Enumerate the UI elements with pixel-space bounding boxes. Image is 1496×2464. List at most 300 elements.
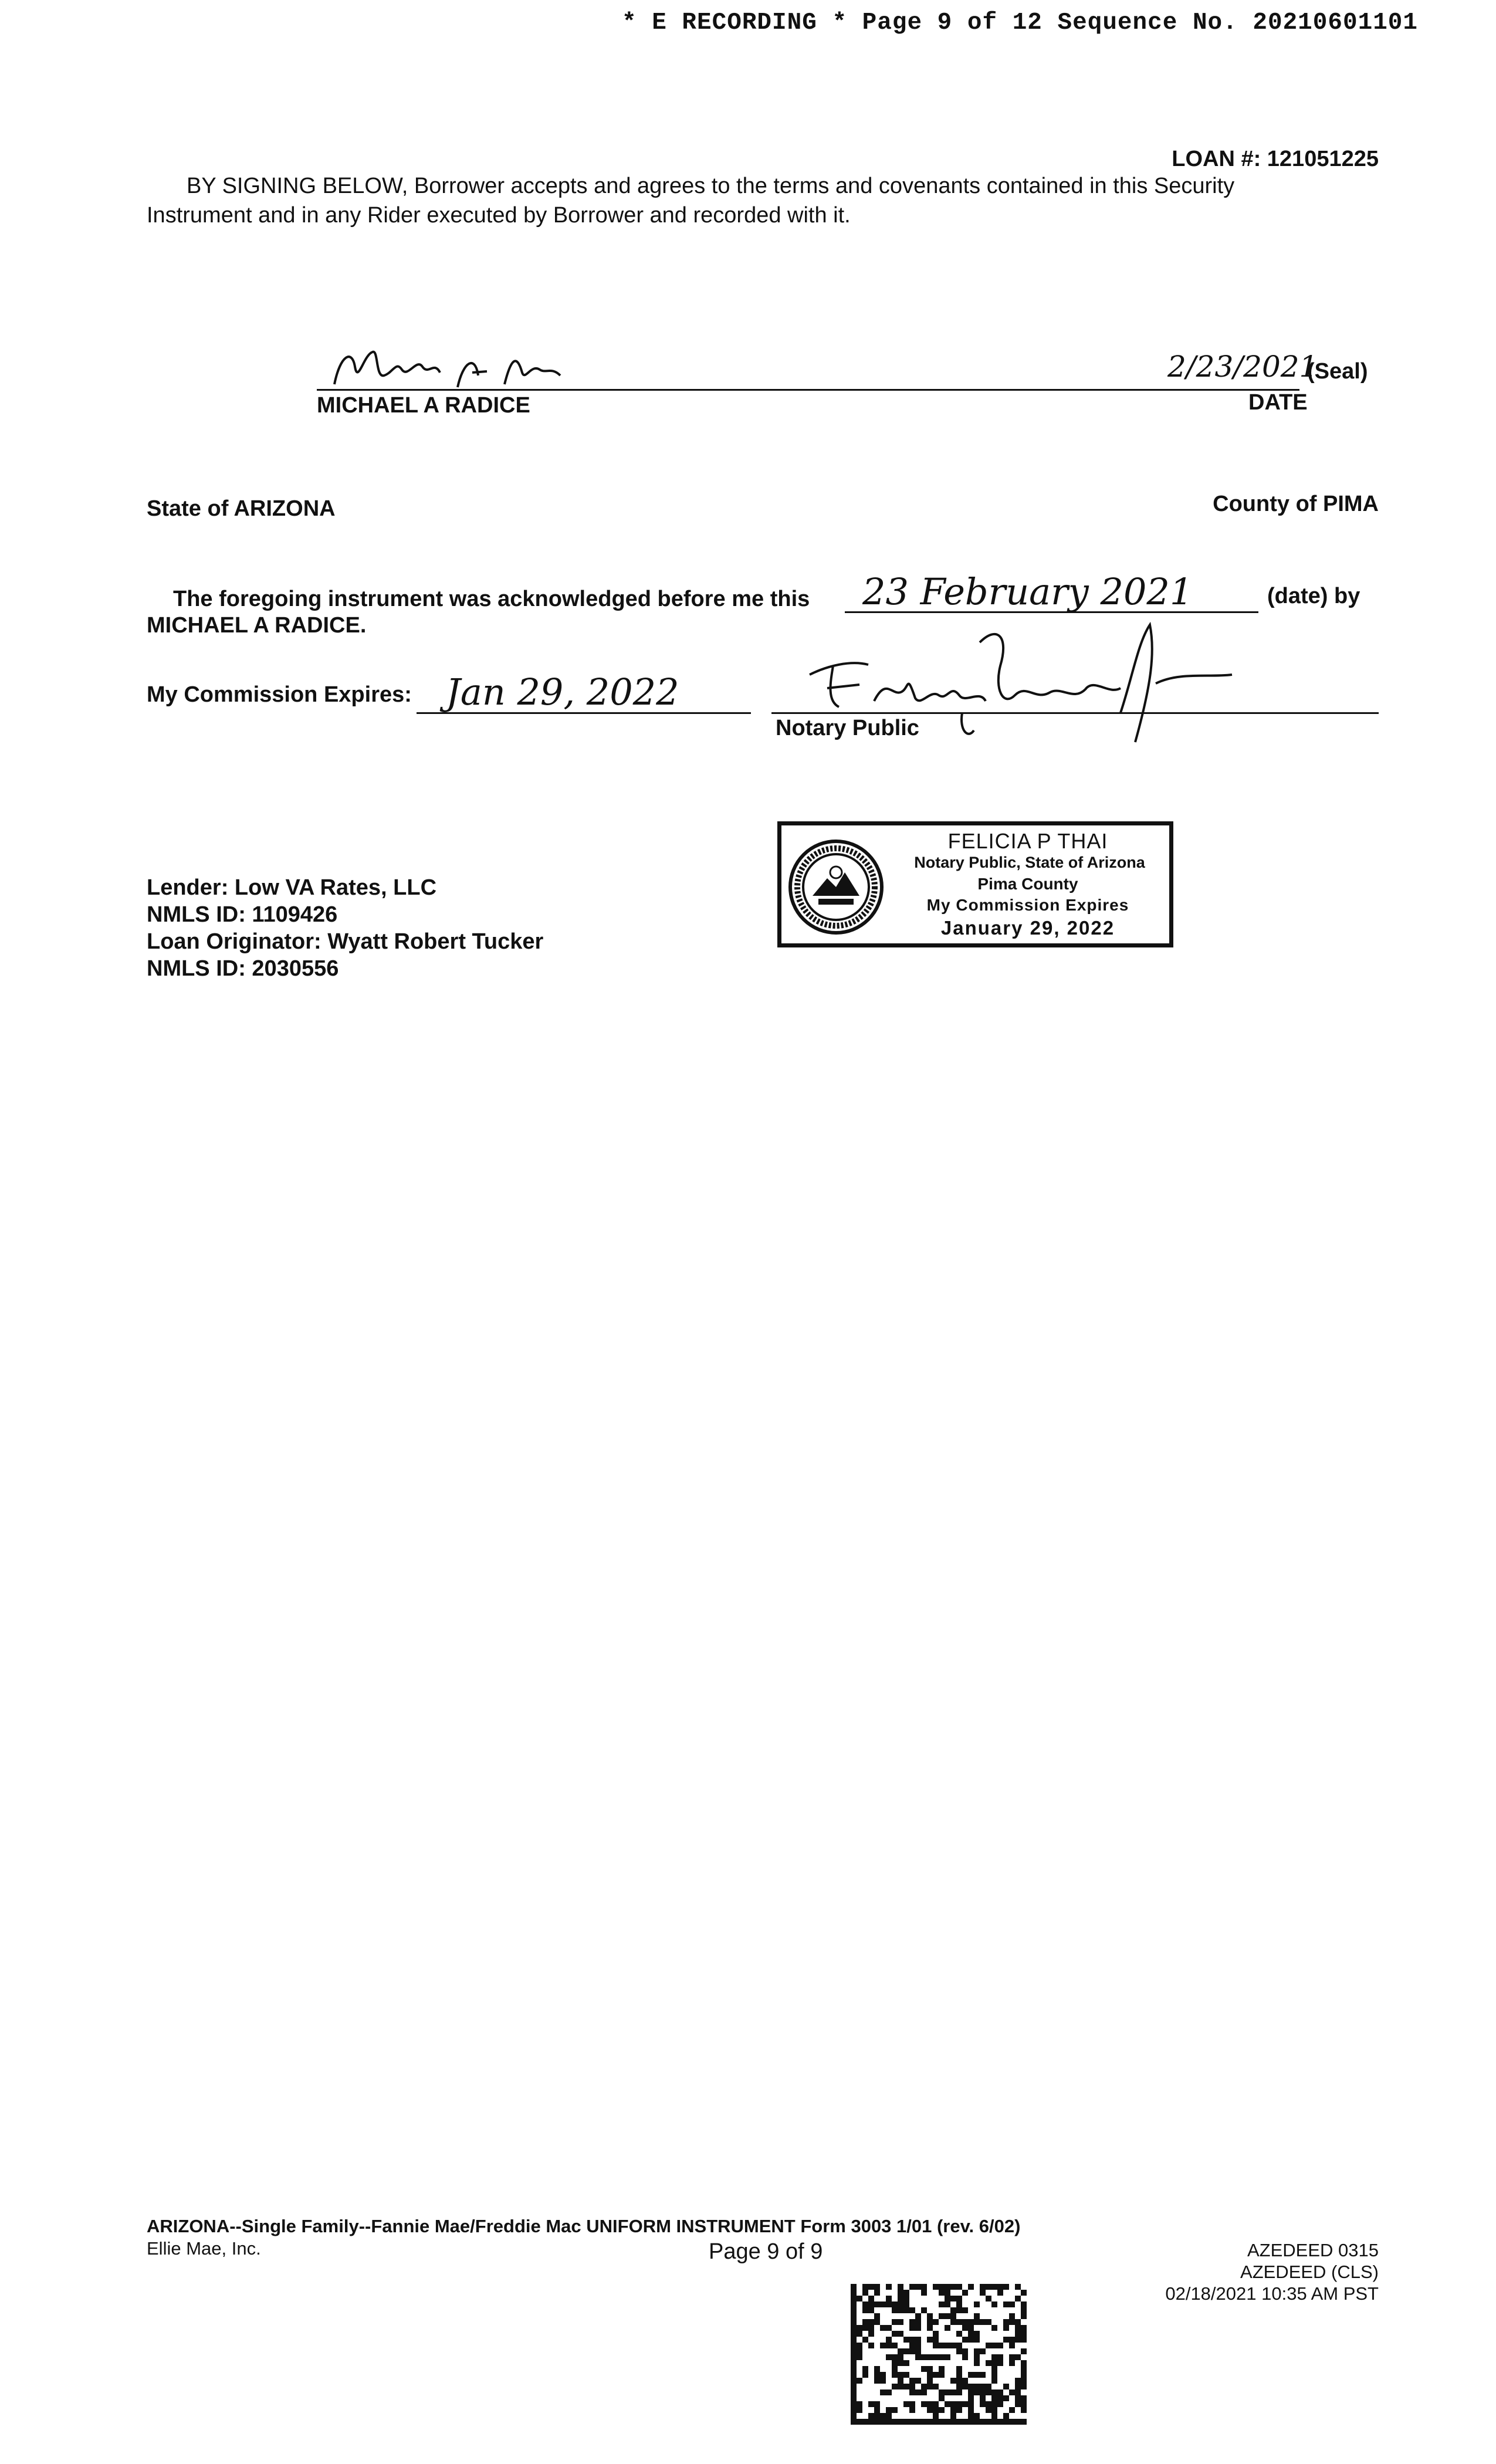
barcode-module (980, 2419, 986, 2425)
barcode-module (898, 2384, 903, 2389)
barcode-module (898, 2319, 903, 2325)
barcode-module (945, 2389, 950, 2395)
barcode-module (939, 2354, 945, 2360)
barcode-module (1015, 2325, 1021, 2331)
barcode-module (974, 2319, 980, 2325)
barcode-module (945, 2419, 950, 2425)
barcode-module (1003, 2319, 1009, 2325)
barcode-module (898, 2307, 903, 2313)
barcode-module (950, 2313, 956, 2319)
barcode-module (880, 2372, 886, 2378)
barcode-module (921, 2389, 927, 2395)
barcode-module (997, 2389, 1003, 2395)
barcode-module (898, 2331, 903, 2337)
barcode-module (945, 2290, 950, 2296)
barcode-module (945, 2325, 950, 2331)
barcode-module (1021, 2401, 1027, 2407)
barcode-module (945, 2301, 950, 2307)
barcode-module (962, 2384, 968, 2389)
barcode-module (986, 2343, 991, 2348)
barcode-module (986, 2401, 991, 2407)
barcode-module (939, 2419, 945, 2425)
signing-statement-line1: BY SIGNING BELOW, Borrower accepts and agrees to the terms and covenants contained in this Security (187, 174, 1235, 198)
barcode-module (851, 2372, 857, 2378)
barcode-module (986, 2360, 991, 2366)
barcode-module (921, 2290, 927, 2296)
barcode-module (851, 2407, 857, 2413)
barcode-module (933, 2319, 939, 2325)
barcode-module (1021, 2290, 1027, 2296)
barcode-module (857, 2331, 862, 2337)
barcode-module (933, 2343, 939, 2348)
barcode-module (980, 2384, 986, 2389)
barcode-module (903, 2348, 909, 2354)
barcode-module (862, 2372, 868, 2378)
barcode-module (933, 2372, 939, 2378)
barcode-module (1009, 2337, 1015, 2343)
barcode-module (933, 2337, 939, 2343)
barcode-module (880, 2389, 886, 2395)
footer-vendor: Ellie Mae, Inc. (147, 2238, 261, 2259)
barcode-module (862, 2419, 868, 2425)
barcode-module (927, 2325, 933, 2331)
footer-timestamp: 02/18/2021 10:35 AM PST (1165, 2283, 1379, 2304)
barcode-module (968, 2325, 974, 2331)
barcode-module (886, 2343, 892, 2348)
barcode-module (874, 2284, 880, 2290)
barcode-module (968, 2337, 974, 2343)
stamp-commission-date: January 29, 2022 (940, 917, 1115, 939)
barcode-module (968, 2389, 974, 2395)
barcode-module (909, 2284, 915, 2290)
barcode-module (874, 2407, 880, 2413)
barcode-module (945, 2284, 950, 2290)
barcode-module (1009, 2407, 1015, 2413)
barcode-module (915, 2354, 921, 2360)
barcode-module (909, 2401, 915, 2407)
borrower-signature (329, 343, 563, 396)
barcode-module (898, 2419, 903, 2425)
barcode-module (1021, 2378, 1027, 2384)
barcode-module (1021, 2325, 1027, 2331)
barcode-module (903, 2360, 909, 2366)
barcode-module (886, 2301, 892, 2307)
barcode-module (898, 2290, 903, 2296)
barcode-module (851, 2343, 857, 2348)
barcode-module (1021, 2301, 1027, 2307)
barcode-module (909, 2325, 915, 2331)
barcode-module (980, 2401, 986, 2407)
barcode-module (874, 2413, 880, 2419)
barcode-module (1003, 2284, 1009, 2290)
barcode-module (968, 2401, 974, 2407)
barcode-module (921, 2354, 927, 2360)
barcode-module (997, 2395, 1003, 2401)
barcode-module (991, 2378, 997, 2384)
barcode-module (862, 2307, 868, 2313)
barcode-module (1015, 2395, 1021, 2401)
barcode-module (898, 2284, 903, 2290)
barcode-module (927, 2313, 933, 2319)
barcode-module (1003, 2384, 1009, 2389)
barcode-module (1015, 2319, 1021, 2325)
barcode-module (974, 2413, 980, 2419)
barcode-module (886, 2284, 892, 2290)
barcode-module (933, 2331, 939, 2337)
barcode-module (857, 2354, 862, 2360)
barcode-module (909, 2407, 915, 2413)
acknowledgment-text: The foregoing instrument was acknowledged before me this (173, 587, 810, 611)
date-label: DATE (1248, 390, 1308, 415)
footer-page-number: Page 9 of 9 (709, 2239, 823, 2264)
barcode-module (909, 2343, 915, 2348)
barcode-module (892, 2407, 898, 2413)
barcode-module (991, 2301, 997, 2307)
barcode-module (868, 2296, 874, 2301)
datamatrix-barcode (851, 2284, 1027, 2425)
barcode-module (1009, 2343, 1015, 2348)
barcode-module (851, 2384, 857, 2389)
barcode-module (851, 2389, 857, 2395)
barcode-module (874, 2372, 880, 2378)
originator-nmls: NMLS ID: 2030556 (147, 956, 339, 981)
barcode-module (915, 2348, 921, 2354)
barcode-module (991, 2389, 997, 2395)
barcode-module (851, 2296, 857, 2301)
barcode-module (986, 2284, 991, 2290)
barcode-module (851, 2366, 857, 2372)
barcode-module (945, 2296, 950, 2301)
barcode-module (909, 2348, 915, 2354)
barcode-module (1009, 2389, 1015, 2395)
barcode-module (857, 2325, 862, 2331)
acknowledgment-handwritten-date: 23 February 2021 (862, 570, 1193, 613)
barcode-module (968, 2419, 974, 2425)
barcode-module (1021, 2366, 1027, 2372)
barcode-module (1021, 2331, 1027, 2337)
barcode-module (962, 2307, 968, 2313)
barcode-module (927, 2401, 933, 2407)
barcode-module (915, 2343, 921, 2348)
commission-expires-label: My Commission Expires: (147, 682, 412, 707)
barcode-module (980, 2395, 986, 2401)
barcode-module (892, 2343, 898, 2348)
barcode-module (1003, 2413, 1009, 2419)
barcode-module (909, 2378, 915, 2384)
barcode-module (868, 2307, 874, 2313)
barcode-module (962, 2319, 968, 2325)
barcode-module (874, 2378, 880, 2384)
barcode-module (874, 2301, 880, 2307)
barcode-module (927, 2372, 933, 2378)
barcode-module (945, 2401, 950, 2407)
barcode-module (997, 2419, 1003, 2425)
notary-public-label: Notary Public (776, 716, 919, 740)
barcode-module (915, 2313, 921, 2319)
barcode-module (956, 2319, 962, 2325)
barcode-module (933, 2401, 939, 2407)
barcode-module (968, 2413, 974, 2419)
barcode-module (991, 2366, 997, 2372)
barcode-module (1021, 2372, 1027, 2378)
borrower-signature-line (317, 389, 1299, 391)
barcode-module (962, 2290, 968, 2296)
footer-code1: AZEDEED 0315 (1247, 2240, 1379, 2260)
loan-number: LOAN #: 121051225 (1172, 147, 1379, 171)
barcode-module (1015, 2296, 1021, 2301)
barcode-module (921, 2401, 927, 2407)
barcode-module (950, 2401, 956, 2407)
barcode-module (874, 2319, 880, 2325)
barcode-module (956, 2301, 962, 2307)
barcode-module (892, 2419, 898, 2425)
barcode-module (968, 2384, 974, 2389)
barcode-module (915, 2284, 921, 2290)
barcode-module (956, 2389, 962, 2395)
barcode-module (892, 2372, 898, 2378)
acknowledgment-date-suffix: (date) by (1267, 584, 1360, 608)
barcode-module (968, 2319, 974, 2325)
barcode-module (1009, 2313, 1015, 2319)
barcode-module (980, 2372, 986, 2378)
barcode-module (997, 2401, 1003, 2407)
barcode-module (921, 2366, 927, 2372)
barcode-module (986, 2389, 991, 2395)
barcode-module (898, 2354, 903, 2360)
barcode-module (956, 2296, 962, 2301)
footer-code2: AZEDEED (CLS) (1240, 2262, 1379, 2282)
barcode-module (892, 2319, 898, 2325)
barcode-module (886, 2354, 892, 2360)
barcode-module (909, 2389, 915, 2395)
barcode-module (903, 2307, 909, 2313)
barcode-module (921, 2419, 927, 2425)
barcode-module (927, 2378, 933, 2384)
barcode-module (851, 2319, 857, 2325)
barcode-module (857, 2378, 862, 2384)
barcode-module (939, 2313, 945, 2319)
barcode-module (898, 2301, 903, 2307)
barcode-module (898, 2372, 903, 2378)
notary-stamp (777, 821, 1173, 947)
barcode-module (851, 2348, 857, 2354)
barcode-module (956, 2348, 962, 2354)
barcode-module (903, 2337, 909, 2343)
barcode-module (933, 2384, 939, 2389)
barcode-module (915, 2319, 921, 2325)
barcode-module (950, 2419, 956, 2425)
barcode-module (962, 2337, 968, 2343)
barcode-module (939, 2284, 945, 2290)
barcode-module (1021, 2348, 1027, 2354)
state-label: State of ARIZONA (147, 496, 336, 521)
barcode-module (974, 2389, 980, 2395)
barcode-module (903, 2296, 909, 2301)
barcode-module (945, 2343, 950, 2348)
barcode-module (851, 2284, 857, 2290)
barcode-module (991, 2354, 997, 2360)
barcode-module (851, 2307, 857, 2313)
signing-statement-line2: Instrument and in any Rider executed by Borrower and recorded with it. (147, 203, 851, 228)
barcode-module (1015, 2331, 1021, 2337)
barcode-module (886, 2325, 892, 2331)
barcode-module (939, 2301, 945, 2307)
lender-name: Lender: Low VA Rates, LLC (147, 875, 437, 900)
barcode-module (997, 2290, 1003, 2296)
barcode-module (986, 2296, 991, 2301)
barcode-module (991, 2395, 997, 2401)
barcode-module (991, 2401, 997, 2407)
barcode-module (933, 2354, 939, 2360)
barcode-module (1021, 2337, 1027, 2343)
barcode-module (874, 2366, 880, 2372)
barcode-module (986, 2419, 991, 2425)
footer-codes (1165, 2239, 1379, 2304)
barcode-module (868, 2284, 874, 2290)
barcode-module (1009, 2360, 1015, 2366)
barcode-module (986, 2407, 991, 2413)
recording-header: * E RECORDING * Page 9 of 12 Sequence No. 20210601101 (622, 9, 1419, 36)
barcode-module (939, 2290, 945, 2296)
barcode-module (880, 2419, 886, 2425)
lender-nmls: NMLS ID: 1109426 (147, 902, 338, 927)
barcode-module (862, 2337, 868, 2343)
barcode-module (880, 2325, 886, 2331)
barcode-module (939, 2343, 945, 2348)
barcode-module (903, 2290, 909, 2296)
barcode-module (851, 2413, 857, 2419)
stamp-county: Pima County (977, 875, 1078, 893)
barcode-module (862, 2284, 868, 2290)
barcode-module (915, 2337, 921, 2343)
barcode-module (950, 2284, 956, 2290)
barcode-module (974, 2348, 980, 2354)
barcode-module (980, 2319, 986, 2325)
barcode-module (927, 2419, 933, 2425)
barcode-module (915, 2378, 921, 2384)
barcode-module (880, 2413, 886, 2419)
barcode-module (974, 2313, 980, 2319)
barcode-module (968, 2331, 974, 2337)
barcode-module (892, 2301, 898, 2307)
barcode-module (1009, 2354, 1015, 2360)
barcode-module (986, 2384, 991, 2389)
barcode-module (1009, 2301, 1015, 2307)
barcode-module (851, 2401, 857, 2407)
barcode-module (868, 2301, 874, 2307)
barcode-module (997, 2284, 1003, 2290)
barcode-module (903, 2301, 909, 2307)
barcode-module (851, 2290, 857, 2296)
barcode-module (903, 2384, 909, 2389)
barcode-module (956, 2284, 962, 2290)
barcode-module (892, 2360, 898, 2366)
barcode-module (880, 2343, 886, 2348)
barcode-module (945, 2354, 950, 2360)
barcode-module (1021, 2313, 1027, 2319)
barcode-module (909, 2307, 915, 2313)
barcode-module (898, 2378, 903, 2384)
barcode-module (939, 2395, 945, 2401)
barcode-module (851, 2331, 857, 2337)
barcode-module (857, 2407, 862, 2413)
barcode-module (909, 2319, 915, 2325)
barcode-module (1009, 2419, 1015, 2425)
barcode-module (857, 2348, 862, 2354)
barcode-module (892, 2384, 898, 2389)
barcode-module (950, 2389, 956, 2395)
barcode-module (921, 2384, 927, 2389)
barcode-module (1021, 2395, 1027, 2401)
arizona-seal-icon (786, 837, 886, 937)
barcode-module (898, 2360, 903, 2366)
barcode-module (880, 2301, 886, 2307)
barcode-module (950, 2319, 956, 2325)
barcode-module (868, 2401, 874, 2407)
borrower-name: MICHAEL A RADICE (317, 393, 530, 418)
barcode-module (921, 2307, 927, 2313)
barcode-module (980, 2290, 986, 2296)
barcode-module (862, 2319, 868, 2325)
barcode-module (980, 2348, 986, 2354)
barcode-module (956, 2343, 962, 2348)
county-label: County of PIMA (1213, 492, 1379, 516)
barcode-module (956, 2378, 962, 2384)
barcode-module (1021, 2407, 1027, 2413)
barcode-module (927, 2366, 933, 2372)
barcode-module (986, 2319, 991, 2325)
barcode-module (851, 2360, 857, 2366)
barcode-module (851, 2301, 857, 2307)
barcode-module (962, 2378, 968, 2384)
barcode-module (851, 2337, 857, 2343)
barcode-module (1015, 2419, 1021, 2425)
barcode-module (956, 2366, 962, 2372)
barcode-module (956, 2372, 962, 2378)
barcode-module (862, 2290, 868, 2296)
barcode-module (974, 2419, 980, 2425)
barcode-module (962, 2354, 968, 2360)
barcode-module (1015, 2389, 1021, 2395)
barcode-module (880, 2378, 886, 2384)
barcode-module (1009, 2319, 1015, 2325)
barcode-module (1015, 2337, 1021, 2343)
barcode-module (851, 2354, 857, 2360)
barcode-module (868, 2419, 874, 2425)
barcode-module (886, 2407, 892, 2413)
barcode-module (1003, 2337, 1009, 2343)
barcode-module (851, 2419, 857, 2425)
barcode-module (1021, 2384, 1027, 2389)
barcode-module (950, 2307, 956, 2313)
barcode-module (1003, 2325, 1009, 2331)
barcode-module (968, 2284, 974, 2290)
barcode-module (851, 2395, 857, 2401)
barcode-module (933, 2419, 939, 2425)
barcode-module (862, 2366, 868, 2372)
footer-form-title: ARIZONA--Single Family--Fannie Mae/Freddie Mac UNIFORM INSTRUMENT Form 3003 1/01 (rev. 6/02) (147, 2216, 1021, 2236)
barcode-module (851, 2378, 857, 2384)
barcode-module (857, 2296, 862, 2301)
barcode-module (991, 2343, 997, 2348)
barcode-module (939, 2366, 945, 2372)
barcode-module (857, 2419, 862, 2425)
barcode-module (1003, 2301, 1009, 2307)
barcode-module (939, 2389, 945, 2395)
barcode-module (909, 2337, 915, 2343)
barcode-module (962, 2401, 968, 2407)
barcode-module (874, 2401, 880, 2407)
